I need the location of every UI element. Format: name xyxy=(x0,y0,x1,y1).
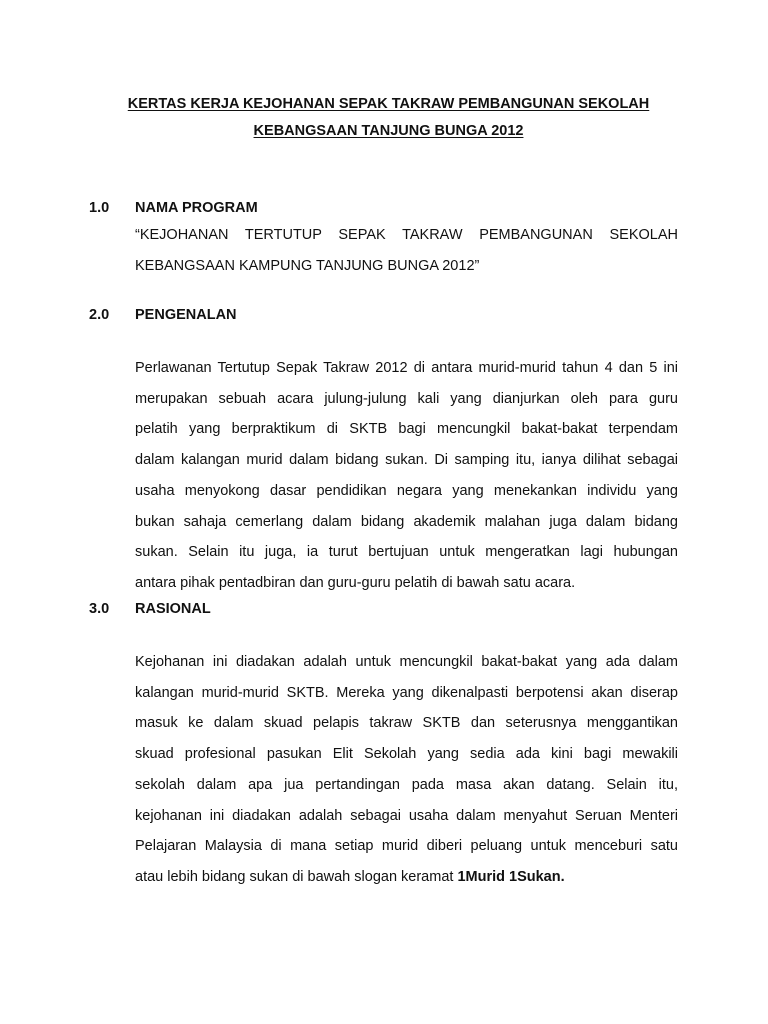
section-2-line: dalam kalangan murid dalam bidang sukan. Di samping itu, ianya dilihat sebagai xyxy=(135,452,678,469)
section-3-last-line xyxy=(135,862,678,893)
section-3-heading: RASIONAL xyxy=(135,601,211,617)
section-3-line: kalangan murid-murid SKTB. Mereka yang dikenalpasti berpotensi akan diserap xyxy=(135,684,678,701)
section-3-last-line-text: atau lebih bidang sukan di bawah slogan keramat xyxy=(135,868,458,885)
section-1-body xyxy=(135,220,678,281)
section-3-line: Kejohanan ini diadakan adalah untuk mencungkil bakat-bakat yang ada dalam xyxy=(135,654,678,670)
section-2-number: 2.0 xyxy=(89,307,110,323)
section-3-line: Pelajaran Malaysia di mana setiap murid diberi peluang untuk menceburi satu xyxy=(135,838,678,855)
section-3-line: skuad profesional pasukan Elit Sekolah yang sedia ada kini bagi mewakili xyxy=(135,746,678,763)
section-2-line: sukan. Selain itu juga, ia turut bertujuan untuk mengeratkan lagi hubungan xyxy=(135,544,678,561)
section-1-heading: NAMA PROGRAM xyxy=(135,200,258,216)
document-title-line-1: KERTAS KERJA KEJOHANAN SEPAK TAKRAW PEMBANGUNAN SEKOLAH xyxy=(127,96,650,112)
section-3-line: kejohanan ini diadakan adalah sebagai usaha dalam menyahut Seruan Menteri xyxy=(135,807,678,824)
section-2-line: pelatih yang berpraktikum di SKTB bagi mencungkil bakat-bakat terpendam xyxy=(135,421,678,438)
section-3-number: 3.0 xyxy=(89,601,110,617)
section-2-heading: PENGENALAN xyxy=(135,307,237,323)
section-3-body xyxy=(135,647,678,893)
section-2-line: bukan sahaja cemerlang dalam bidang akademik malahan juga dalam bidang xyxy=(135,513,678,530)
slogan-text: 1Murid 1Sukan. xyxy=(457,868,565,885)
section-2-line: merupakan sebuah acara julung-julung kali yang dianjurkan oleh para guru xyxy=(135,390,678,407)
section-2-line: antara pihak pentadbiran dan guru-guru pelatih di bawah satu acara. xyxy=(135,574,576,591)
section-2-line: usaha menyokong dasar pendidikan negara yang menekankan individu yang xyxy=(135,482,678,499)
section-3-line: sekolah dalam apa jua pertandingan pada masa akan datang. Selain itu, xyxy=(135,776,678,793)
document-title-line-2: KEBANGSAAN TANJUNG BUNGA 2012 xyxy=(253,123,524,139)
section-2-line: Perlawanan Tertutup Sepak Takraw 2012 di antara murid-murid tahun 4 dan 5 ini xyxy=(135,360,678,376)
section-3-line: masuk ke dalam skuad pelapis takraw SKTB dan seterusnya menggantikan xyxy=(135,715,678,732)
section-2-body xyxy=(135,353,678,599)
section-1-line: KEBANGSAAN KAMPUNG TANJUNG BUNGA 2012” xyxy=(135,257,480,274)
section-1-number: 1.0 xyxy=(89,200,110,216)
section-1-line: “KEJOHANAN TERTUTUP SEPAK TAKRAW PEMBANGUNAN SEKOLAH xyxy=(135,227,678,243)
